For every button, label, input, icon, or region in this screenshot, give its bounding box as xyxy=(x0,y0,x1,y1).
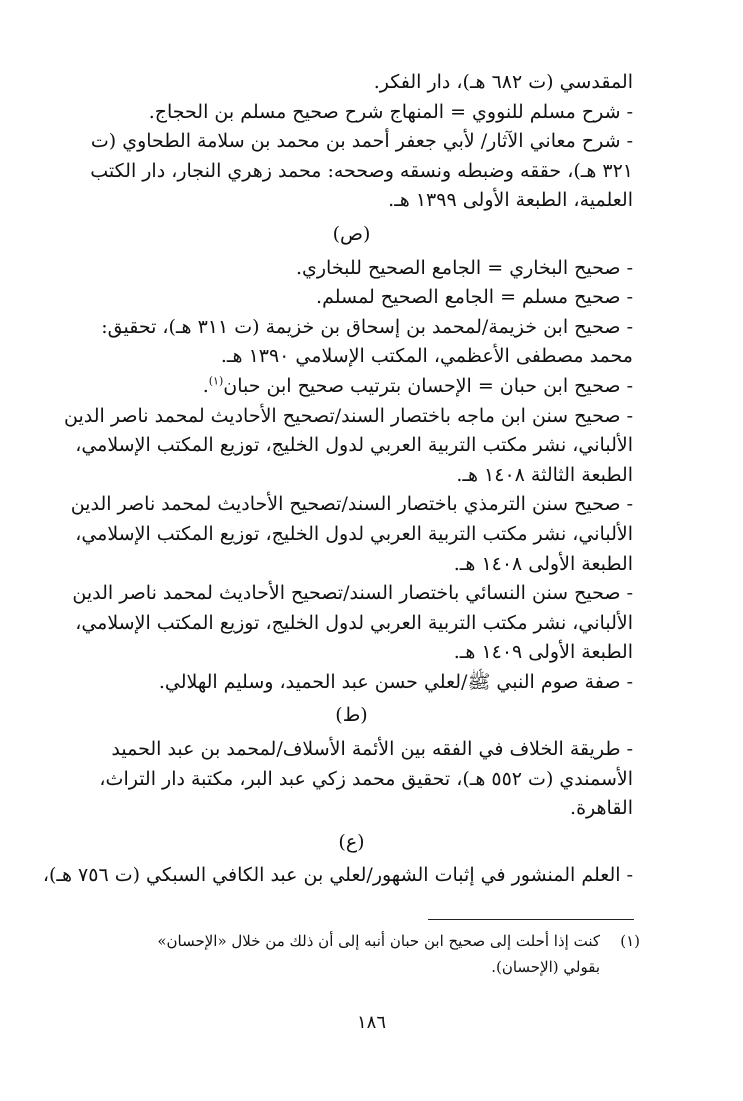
entry-line-text: - صحيح ابن حبان = الإحسان بترتيب صحيح ابن حبان xyxy=(223,374,633,397)
entry-line-text: الأسمندي (ت ٥٥٢ هـ)، تحقيق محمد زكي عبد البر، مكتبة دار التراث، xyxy=(99,767,633,790)
entry-line xyxy=(70,609,633,639)
bibliography-entry xyxy=(70,98,633,128)
entry-line xyxy=(70,794,633,824)
entries-block xyxy=(70,68,633,216)
bibliography-entry xyxy=(42,861,633,891)
entry-line xyxy=(70,638,633,668)
entry-line-text: العلمية، الطبعة الأولى ١٣٩٩ هـ. xyxy=(388,189,633,212)
entry-line xyxy=(70,461,633,491)
entry-line-text: ٣٢١ هـ)، حققه وضبطه ونسقه وصححه: محمد زهري النجار، دار الكتب xyxy=(90,159,633,182)
entry-line xyxy=(70,520,633,550)
entry-line-text: - صحيح ابن خزيمة/لمحمد بن إسحاق بن خزيمة (ت ٣١١ هـ)، تحقيق: xyxy=(101,315,633,338)
section-heading-ain: (ع) xyxy=(338,830,365,853)
bibliography-entry xyxy=(70,579,633,668)
entry-line xyxy=(70,98,633,128)
entry-line-text: الطبعة الثالثة ١٤٠٨ هـ. xyxy=(456,463,633,486)
page-body xyxy=(42,68,633,891)
entry-line xyxy=(70,735,633,765)
footnote-text-line: بقولي (الإحسان). xyxy=(491,958,600,976)
bibliography-entry xyxy=(70,127,633,216)
entry-line-text: - طريقة الخلاف في الفقه بين الأئمة الأسلاف/لمحمد بن عبد الحميد xyxy=(111,738,633,761)
entry-line xyxy=(70,68,633,98)
section-heading-ta: (ط) xyxy=(335,704,368,727)
entry-line-text: المقدسي (ت ٦٨٢ هـ)، دار الفكر. xyxy=(373,71,633,93)
entry-line-text: الألباني، نشر مكتب التربية العربي لدول الخليج، توزيع المكتب الإسلامي، xyxy=(75,611,633,634)
entries-block-sad xyxy=(64,254,633,698)
entry-line xyxy=(70,372,633,402)
bibliography-entry xyxy=(70,490,633,579)
entry-line-text: الطبعة الأولى ١٤٠٩ هـ. xyxy=(453,641,633,664)
footnote xyxy=(70,928,640,980)
bibliography-entry xyxy=(70,313,633,372)
entry-line xyxy=(70,283,633,313)
entry-line-text: - صحيح البخاري = الجامع الصحيح للبخاري. xyxy=(295,256,633,279)
bibliography-entry xyxy=(70,372,633,402)
entry-line-text: - صفة صوم النبي ﷺ/لعلي حسن عبد الحميد، وسليم الهلالي. xyxy=(158,670,633,693)
entry-line-text: محمد مصطفى الأعظمي، المكتب الإسلامي ١٣٩٠ هـ. xyxy=(220,345,633,368)
entry-line-text: القاهرة. xyxy=(570,797,633,820)
entry-line-text: - صحيح سنن الترمذي باختصار السند/تصحيح الأحاديث لمحمد ناصر الدين xyxy=(70,493,633,516)
bibliography-entry xyxy=(70,283,633,313)
entry-line xyxy=(70,313,633,343)
footnote-second-line xyxy=(70,954,640,980)
entry-line xyxy=(70,490,633,520)
entry-line-text: - صحيح سنن النسائي باختصار السند/تصحيح الأحاديث لمحمد ناصر الدين xyxy=(72,582,633,605)
footnote-text-line: كنت إذا أحلت إلى صحيح ابن حبان أنبه إلى أن ذلك من خلال «الإحسان» xyxy=(157,932,600,950)
page-number: ١٨٦ xyxy=(356,1012,386,1033)
entry-line xyxy=(42,861,633,891)
entry-line xyxy=(70,254,633,284)
footnote-first-line xyxy=(70,928,640,954)
footnote-separator xyxy=(428,919,634,920)
entry-line xyxy=(70,127,633,157)
entry-line xyxy=(70,550,633,580)
entry-tail: . xyxy=(202,374,209,397)
footnote-mark: (١) xyxy=(620,932,640,950)
bibliography-entry xyxy=(70,68,633,98)
bibliography-entry xyxy=(70,254,633,284)
entry-line xyxy=(70,342,633,372)
entry-line xyxy=(70,668,633,698)
entry-line-text: - صحيح مسلم = الجامع الصحيح لمسلم. xyxy=(316,286,633,309)
entry-line-text: الألباني، نشر مكتب التربية العربي لدول الخليج، توزيع المكتب الإسلامي، xyxy=(75,522,633,545)
bibliography-entry xyxy=(64,402,633,491)
entry-line-text: - العلم المنشور في إثبات الشهور/لعلي بن عبد الكافي السبكي (ت ٧٥٦ هـ)، xyxy=(42,864,633,887)
entries-block-ta xyxy=(70,735,633,824)
entry-line-text: الألباني، نشر مكتب التربية العربي لدول الخليج، توزيع المكتب الإسلامي، xyxy=(75,434,633,457)
entry-line xyxy=(70,765,633,795)
entry-line xyxy=(70,157,633,187)
footnote-reference[interactable]: (١) xyxy=(208,374,224,388)
entry-line xyxy=(70,579,633,609)
entry-line-text: - شرح مسلم للنووي = المنهاج شرح صحيح مسلم بن الحجاج. xyxy=(148,100,633,123)
section-heading-sad: (ص) xyxy=(332,222,371,245)
entries-block-ain xyxy=(42,861,633,891)
entry-line xyxy=(70,431,633,461)
entry-line-text: الطبعة الأولى ١٤٠٨ هـ. xyxy=(453,552,633,575)
entry-line-text: - شرح معاني الآثار/ لأبي جعفر أحمد بن محمد بن سلامة الطحاوي (ت xyxy=(90,130,633,153)
bibliography-entry xyxy=(70,735,633,824)
entry-line-text: - صحيح سنن ابن ماجه باختصار السند/تصحيح الأحاديث لمحمد ناصر الدين xyxy=(64,404,633,427)
entry-line xyxy=(64,402,633,432)
entry-line xyxy=(70,186,633,216)
bibliography-entry xyxy=(70,668,633,698)
